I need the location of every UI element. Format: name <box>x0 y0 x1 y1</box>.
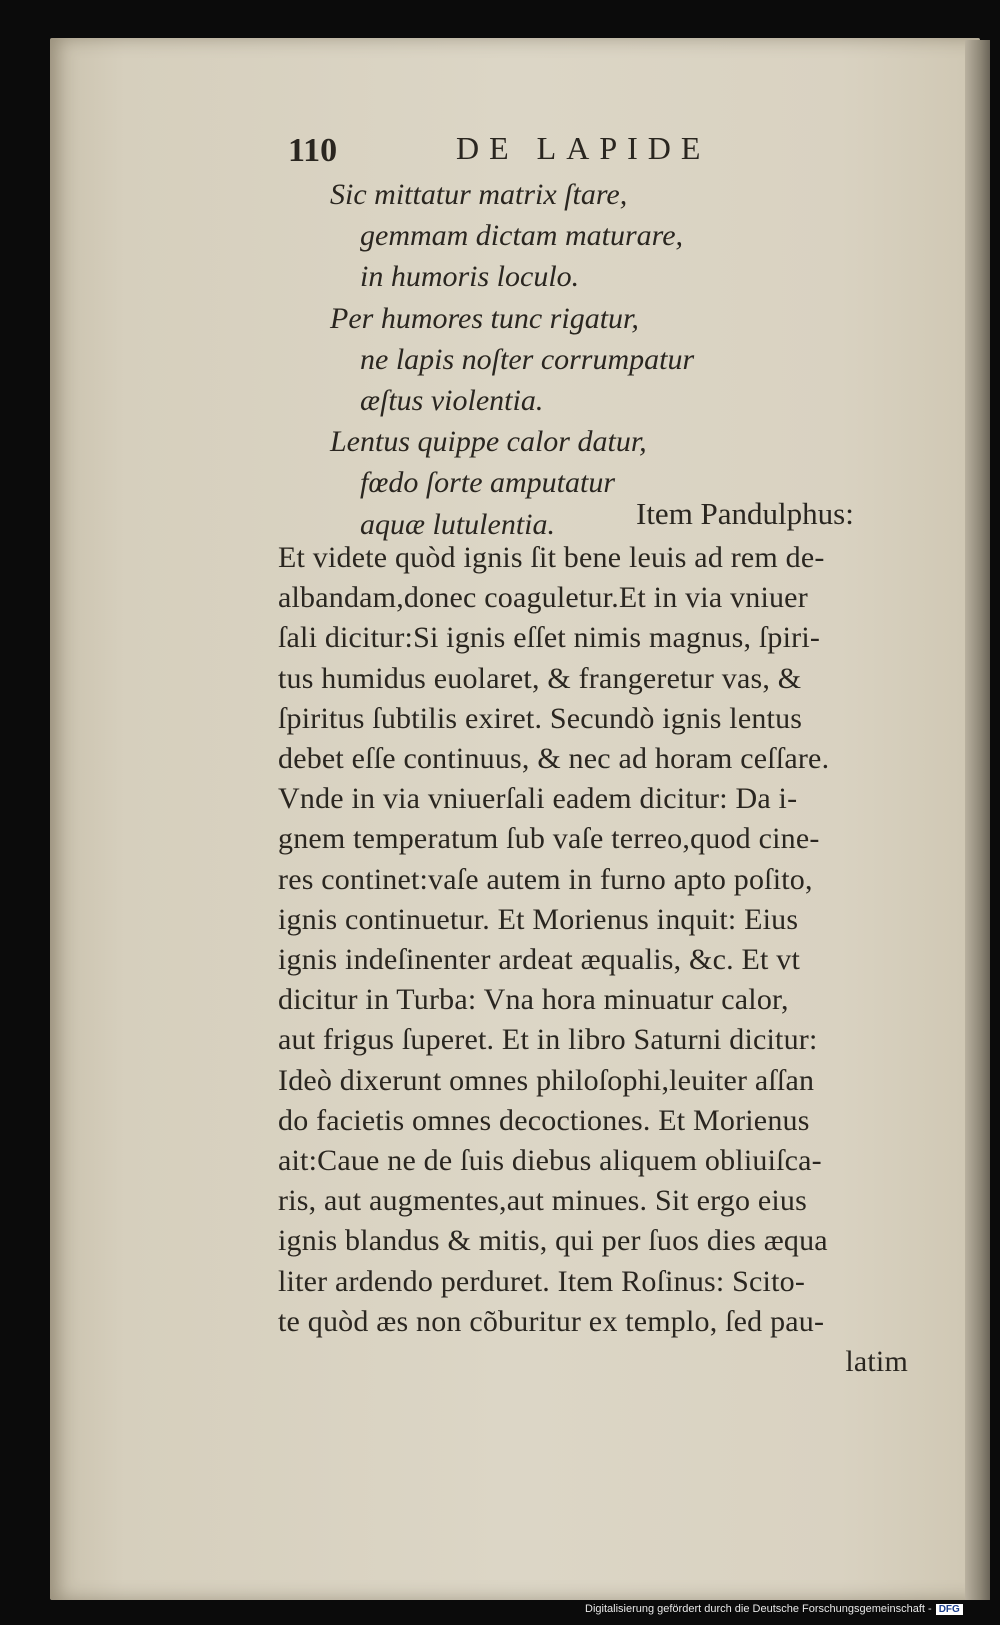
prose-line: ignis continuetur. Et Morienus inquit: Eius <box>278 902 799 936</box>
footer-text: Digitalisierung gefördert durch die Deutsche Forschungsgemeinschaft - <box>585 1603 932 1615</box>
prose-line: dicitur in Turba: Vna hora minuatur calor, <box>278 983 789 1017</box>
running-head <box>288 126 748 176</box>
running-head-title: DE LAPIDE <box>456 130 711 166</box>
prose-line: te quòd æs non cõburitur ex templo, ſed pau- <box>278 1304 825 1338</box>
prose-line: debet eſſe continuus, & nec ad horam ceſſare. <box>278 742 830 776</box>
prose-block <box>278 538 908 1382</box>
verse-line: fœdo ſorte amputatur <box>360 466 616 500</box>
prose-line: Et videte quòd ignis ſit bene leuis ad rem de- <box>278 541 825 574</box>
catchword: latim <box>845 1345 908 1379</box>
prose-line: tus humidus euolaret, & frangeretur vas, & <box>278 661 802 695</box>
verse-line: Sic mittatur matrix ſtare, <box>330 178 628 211</box>
verse-line: Lentus quippe calor datur, <box>330 425 647 459</box>
prose-line: ignis blandus & mitis, qui per ſuos dies æqua <box>278 1224 828 1258</box>
digitization-footer <box>585 1603 963 1621</box>
prose-line: ſpiritus ſubtilis exiret. Secundò ignis lentus <box>278 701 803 735</box>
verse-block <box>330 174 750 545</box>
page-number: 110 <box>288 132 338 169</box>
verse-line: æſtus violentia. <box>360 384 544 418</box>
prose-line: gnem temperatum ſub vaſe terreo,quod cine- <box>278 822 820 856</box>
verse-line: gemmam dictam maturare, <box>360 219 684 253</box>
prose-line: do facietis omnes decoctiones. Et Morienus <box>278 1103 810 1137</box>
prose-line: aut frigus ſuperet. Et in libro Saturni dicitur: <box>278 1023 818 1057</box>
item-heading: Item Pandulphus: <box>636 496 854 531</box>
verse-line: in humoris loculo. <box>360 260 580 294</box>
page-edge <box>965 40 990 1600</box>
verse-line: Per humores tunc rigatur, <box>330 301 639 335</box>
prose-line: ait:Caue ne de ſuis diebus aliquem obliuiſca- <box>278 1144 822 1178</box>
verse-line: aquæ lutulentia. <box>360 507 555 541</box>
prose-line: Vnde in via vniuerſali eadem dicitur: Da i- <box>278 782 798 816</box>
prose-line: ignis indeſinenter ardeat æqualis, &c. Et vt <box>278 943 801 977</box>
prose-line: Ideò dixerunt omnes philoſophi,leuiter aſſan <box>278 1063 815 1097</box>
prose-line: albandam,donec coaguletur.Et in via vniuer <box>278 581 808 615</box>
verse-line: ne lapis noſter corrumpatur <box>360 342 695 376</box>
prose-line: liter ardendo perduret. Item Roſinus: Scito- <box>278 1264 806 1298</box>
prose-line: res continet:vaſe autem in furno apto poſito, <box>278 862 813 896</box>
prose-line: ris, aut augmentes,aut minues. Sit ergo eius <box>278 1184 807 1218</box>
prose-line: ſali dicitur:Si ignis eſſet nimis magnus, ſpiri- <box>278 621 821 655</box>
dfg-logo: DFG <box>936 1604 963 1615</box>
